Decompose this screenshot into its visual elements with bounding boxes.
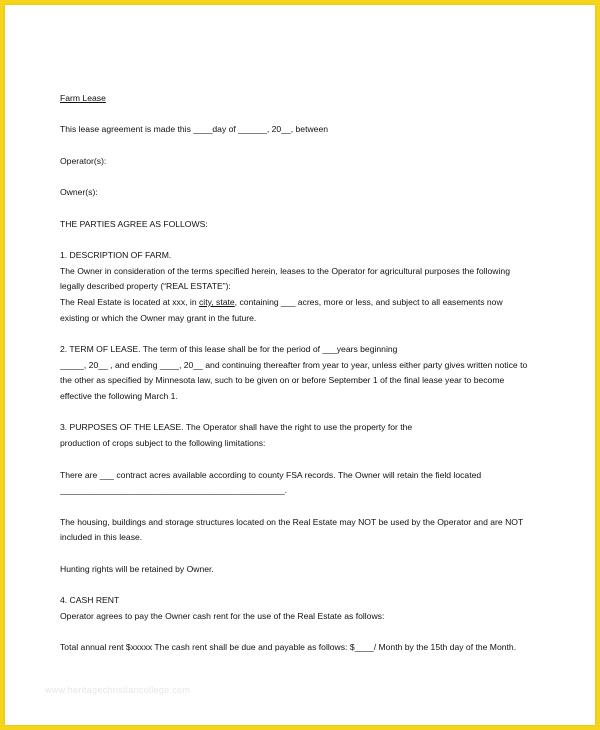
document-page	[5, 5, 595, 725]
section3-line1-rest: The Operator shall have the right to use the property for the	[183, 422, 413, 433]
section3-line1	[60, 420, 560, 436]
section2-line1	[60, 342, 560, 358]
section3-heading: 3. PURPOSES OF THE LEASE.	[60, 422, 184, 433]
section1-line3-pre: The Real Estate is located at xxx, in	[60, 296, 199, 307]
section1-line4: existing or which the Owner may grant in the future.	[60, 312, 257, 323]
section2-line3: the other as specified by Minnesota law, such to be given on or before September 1 of the final lease year to become	[60, 375, 505, 386]
watermark-text: www.heritagechristiancollege.com	[45, 685, 191, 695]
parties-heading: THE PARTIES AGREE AS FOLLOWS:	[60, 218, 208, 229]
housing-line2: included in this lease.	[60, 532, 143, 543]
section2-line1-rest: The term of this lease shall be for the period of ___years beginning	[140, 344, 398, 354]
section2-heading: 2. TERM OF LEASE.	[60, 344, 141, 354]
owner-label: Owner(s):	[60, 187, 98, 198]
document-title: Farm Lease	[60, 93, 106, 103]
section1-line3	[60, 295, 560, 311]
section4-heading: 4. CASH RENT	[60, 595, 120, 605]
field-blank-line: _______________________________________________.	[60, 485, 288, 496]
section2-line4: effective the following March 1.	[60, 391, 178, 402]
section1-heading: 1. DESCRIPTION OF FARM.	[60, 249, 172, 260]
contract-acres-line: There are ___ contract acres available according to county FSA records. The Owner will retain the field located	[60, 469, 482, 480]
operator-label: Operator(s):	[60, 155, 107, 166]
intro-line: This lease agreement is made this ____day of ______, 20__, between	[60, 124, 329, 135]
section2-line2: _____, 20__ , and ending ____, 20__ and continuing thereafter from year to year, unless either party gives written notice to	[60, 359, 528, 370]
document-body	[60, 91, 560, 656]
section1-line1: The Owner in consideration of the terms specified herein, leases to the Operator for agricultural purposes the following	[60, 265, 510, 276]
section1-line2: legally described property (“REAL ESTATE”):	[60, 281, 231, 292]
section3-line2: production of crops subject to the following limitations:	[60, 438, 266, 449]
section4-line1: Operator agrees to pay the Owner cash rent for the use of the Real Estate as follows:	[60, 610, 385, 621]
hunting-rights-line: Hunting rights will be retained by Owner.	[60, 563, 214, 574]
section1-line3-post: , containing ___ acres, more or less, and subject to all easements now	[234, 296, 503, 307]
total-rent-line: Total annual rent $xxxxx The cash rent shall be due and payable as follows: $____/ Month by the 15th day of the Month.	[60, 642, 517, 653]
housing-line1: The housing, buildings and storage structures located on the Real Estate may NOT be used by the Operator and are NOT	[60, 516, 524, 527]
city-state-underlined: city, state	[199, 296, 235, 307]
